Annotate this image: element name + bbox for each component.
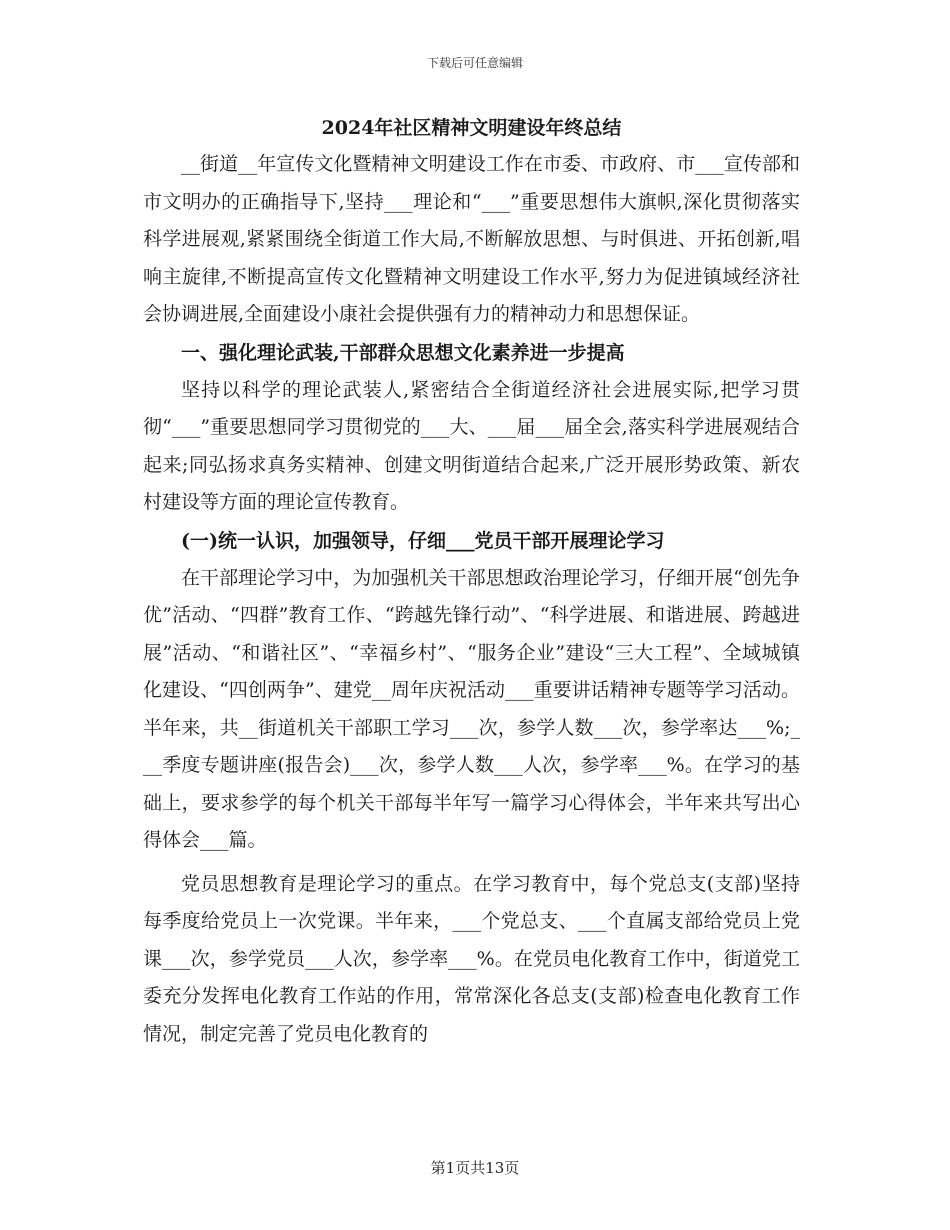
section1-paragraph: 坚持以科学的理论武装人,紧密结合全街道经济社会进展实际,把学习贯彻“___”重要思想同学习贯彻党的___大、___届___届全会,落实科学进展观结合起来;同弘扬求真务实精神、创建文明街道结合起来,广泛开展形势政策、新农村建设等方面的理论宣传教育。 bbox=[143, 378, 800, 513]
subsection1-heading: (一)统一认识，加强领导，仔细___党员干部开展理论学习 bbox=[181, 529, 665, 552]
intro-paragraph: __街道__年宣传文化暨精神文明建设工作在市委、市政府、市___宣传部和市文明办的正确指导下,坚持___理论和“___”重要思想伟大旗帜,深化贯彻落实科学进展观,紧紧围绕全街道工作大局,不断解放思想、与时俱进、开拓创新,唱响主旋律,不断提高宣传文化暨精神文明建设工作水平,努力为促进镇域经济社会协调进展,全面建设小康社会提供强有力的精神动力和思想保证。 bbox=[143, 153, 800, 325]
page-footer: 第1页共13页 bbox=[430, 1159, 520, 1177]
document-title: 2024年社区精神文明建设年终总结 bbox=[321, 117, 622, 139]
section1-heading: 一、强化理论武装,干部群众思想文化素养进一步提高 bbox=[181, 341, 625, 364]
header-note: 下载后可任意编辑 bbox=[426, 56, 523, 70]
subsection1-paragraph: 在干部理论学习中，为加强机关干部思想政治理论学习，仔细开展“创先争优”活动、“四群”教育工作、“跨越先锋行动”、“科学进展、和谐进展、跨越进展”活动、“和谐社区”、“幸福乡村”、“服务企业”建设“三大工程”、全域城镇化建设、“四创两争”、建党__周年庆祝活动___重要讲话精神专题等学习活动。半年来，共__街道机关干部职工学习___次，参学人数___次，参学率达___%;___季度专题讲座(报告会)___次，参学人数___人次，参学率___%。在学习的基础上，要求参学的每个机关干部每半年写一篇学习心得体会，半年来共写出心得体会___篇。 bbox=[143, 566, 800, 851]
document-body bbox=[143, 110, 800, 1053]
subsection1-paragraph-2: 党员思想教育是理论学习的重点。在学习教育中，每个党总支(支部)坚持每季度给党员上一次党课。半年来，___个党总支、___个直属支部给党员上党课___次，参学党员___人次，参学率___%。在党员电化教育工作中，街道党工委充分发挥电化教育工作站的作用，常常深化各总支(支部)检查电化教育工作情况，制定完善了党员电化教育的 bbox=[143, 872, 800, 1045]
